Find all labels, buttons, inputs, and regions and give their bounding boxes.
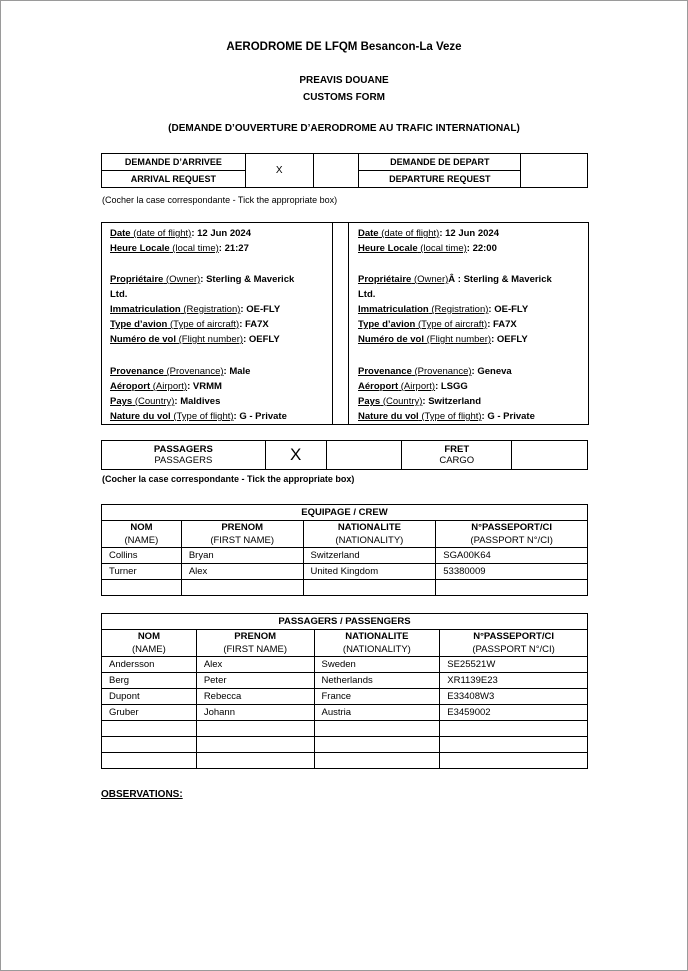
cargo-label: FRET CARGO (402, 441, 512, 470)
departure-label-en: DEPARTURE REQUEST (359, 171, 521, 188)
crew-header-2: NATIONALITE (NATIONALITY) (303, 521, 436, 548)
table-row (102, 705, 588, 721)
crew-cell[interactable] (181, 580, 303, 596)
arrival-checkbox[interactable]: X (245, 154, 313, 188)
passengers-cell[interactable] (314, 737, 440, 753)
table-row (102, 673, 588, 689)
passengers-title: PASSAGERS / PASSENGERS (102, 614, 588, 630)
passengers-cell[interactable]: Austria (314, 705, 440, 721)
passengers-header-3: N°PASSEPORT/CI (PASSPORT N°/CI) (440, 630, 588, 657)
departure-info (358, 226, 583, 424)
departure-owner: Propriétaire (Owner)Â : Sterling & Maverick (358, 274, 552, 285)
table-row (102, 721, 588, 737)
info-divider-right (348, 223, 349, 424)
subtitle-preavis: PREAVIS DOUANE (299, 75, 389, 86)
departure-flight-number: Numéro de vol (Flight number): OEFLY (358, 334, 528, 345)
passengers-header-2: NATIONALITE (NATIONALITY) (314, 630, 440, 657)
arrival-label-fr: DEMANDE D’ARRIVEE (102, 154, 246, 171)
crew-cell[interactable] (102, 580, 182, 596)
crew-header-1: PRENOM (FIRST NAME) (181, 521, 303, 548)
crew-cell[interactable]: Switzerland (303, 548, 436, 564)
passengers-cell[interactable] (440, 737, 588, 753)
arrival-label-en: ARRIVAL REQUEST (102, 171, 246, 188)
passengers-cell[interactable] (314, 753, 440, 769)
crew-table (101, 504, 588, 596)
passengers-cell[interactable]: Rebecca (196, 689, 314, 705)
subtitle-demande: (DEMANDE D’OUVERTURE D’AERODROME AU TRAFIC INTERNATIONAL) (168, 123, 520, 134)
passengers-cell[interactable] (196, 721, 314, 737)
passengers-cell[interactable]: Alex (196, 657, 314, 673)
passengers-header-row (102, 630, 588, 657)
crew-cell[interactable] (303, 580, 436, 596)
departure-aircraft-type: Type d’avion (Type of aircraft): FA7X (358, 319, 517, 330)
passengers-cell[interactable]: Berg (102, 673, 197, 689)
passengers-cell[interactable]: Gruber (102, 705, 197, 721)
subtitle-customs: CUSTOMS FORM (302, 92, 386, 103)
passengers-header-0: NOM (NAME) (102, 630, 197, 657)
flight-info-box (101, 222, 589, 425)
crew-cell[interactable] (436, 580, 588, 596)
cargo-checkbox[interactable] (512, 441, 588, 470)
passengers-cell[interactable] (196, 753, 314, 769)
arrival-date: Date (date of flight): 12 Jun 2024 (110, 228, 251, 239)
crew-cell[interactable]: Collins (102, 548, 182, 564)
table-row (102, 564, 588, 580)
passengers-table (101, 613, 588, 769)
crew-cell[interactable]: 53380009 (436, 564, 588, 580)
arrival-flight-nature: Nature du vol (Type of flight): G - Private (110, 411, 287, 422)
arrival-provenance: Provenance (Provenance): Male (110, 366, 251, 377)
table-row (102, 689, 588, 705)
passengers-checkbox[interactable]: X (265, 441, 326, 470)
departure-country: Pays (Country): Switzerland (358, 396, 482, 407)
departure-time: Heure Locale (local time): 22:00 (358, 243, 497, 254)
passengers-cell[interactable]: SE25521W (440, 657, 588, 673)
passengers-cell[interactable]: E3459002 (440, 705, 588, 721)
passengers-header-1: PRENOM (FIRST NAME) (196, 630, 314, 657)
table-row (102, 737, 588, 753)
crew-header-0: NOM (NAME) (102, 521, 182, 548)
arrival-info (110, 226, 330, 424)
passengers-cell[interactable]: Peter (196, 673, 314, 689)
crew-cell[interactable]: Alex (181, 564, 303, 580)
observations-label: OBSERVATIONS: (101, 789, 183, 800)
crew-cell[interactable]: SGA00K64 (436, 548, 588, 564)
passengers-label: PASSAGERS PASSAGERS (102, 441, 266, 470)
table-row (102, 548, 588, 564)
passengers-cell[interactable]: Johann (196, 705, 314, 721)
cargo-spacer (326, 441, 402, 470)
departure-flight-nature: Nature du vol (Type of flight): G - Private (358, 411, 535, 422)
passengers-cell[interactable]: Sweden (314, 657, 440, 673)
passengers-cell[interactable] (102, 737, 197, 753)
passengers-cell[interactable] (440, 753, 588, 769)
info-divider-left (332, 223, 333, 424)
crew-title: EQUIPAGE / CREW (102, 505, 588, 521)
request-note: (Cocher la case correspondante - Tick the appropriate box) (102, 195, 338, 205)
arrival-flight-number: Numéro de vol (Flight number): OEFLY (110, 334, 280, 345)
cargo-type-table (101, 440, 588, 470)
passengers-cell[interactable]: Dupont (102, 689, 197, 705)
passengers-cell[interactable] (102, 721, 197, 737)
cargo-note: (Cocher la case correspondante - Tick the appropriate box) (102, 474, 355, 484)
table-row (102, 580, 588, 596)
departure-spacer (313, 154, 359, 188)
passengers-cell[interactable]: Andersson (102, 657, 197, 673)
departure-owner-cont: Ltd. (358, 289, 376, 300)
departure-label-fr: DEMANDE DE DEPART (359, 154, 521, 171)
table-row (102, 753, 588, 769)
passengers-cell[interactable] (314, 721, 440, 737)
passengers-cell[interactable]: France (314, 689, 440, 705)
crew-cell[interactable]: United Kingdom (303, 564, 436, 580)
arrival-owner: Propriétaire (Owner): Sterling & Maverick (110, 274, 295, 285)
passengers-cell[interactable]: Netherlands (314, 673, 440, 689)
departure-checkbox[interactable] (521, 154, 588, 188)
passengers-cell[interactable] (102, 753, 197, 769)
arrival-airport: Aéroport (Airport): VRMM (110, 381, 222, 392)
crew-cell[interactable]: Turner (102, 564, 182, 580)
departure-registration: Immatriculation (Registration): OE-FLY (358, 304, 529, 315)
passengers-cell[interactable]: E33408W3 (440, 689, 588, 705)
departure-provenance: Provenance (Provenance): Geneva (358, 366, 512, 377)
arrival-time: Heure Locale (local time): 21:27 (110, 243, 249, 254)
passengers-cell[interactable] (440, 721, 588, 737)
arrival-owner-cont: Ltd. (110, 289, 128, 300)
passengers-cell[interactable] (196, 737, 314, 753)
crew-header-row (102, 521, 588, 548)
crew-cell[interactable]: Bryan (181, 548, 303, 564)
departure-airport: Aéroport (Airport): LSGG (358, 381, 468, 392)
crew-header-3: N°PASSEPORT/CI (PASSPORT N°/CI) (436, 521, 588, 548)
arrival-aircraft-type: Type d’avion (Type of aircraft): FA7X (110, 319, 269, 330)
passengers-cell[interactable]: XR1139E23 (440, 673, 588, 689)
arrival-country: Pays (Country): Maldives (110, 396, 221, 407)
table-row (102, 657, 588, 673)
document-title: AERODROME DE LFQM Besancon-La Veze (226, 41, 462, 53)
arrival-registration: Immatriculation (Registration): OE-FLY (110, 304, 281, 315)
request-type-table (101, 153, 588, 188)
departure-date: Date (date of flight): 12 Jun 2024 (358, 228, 499, 239)
